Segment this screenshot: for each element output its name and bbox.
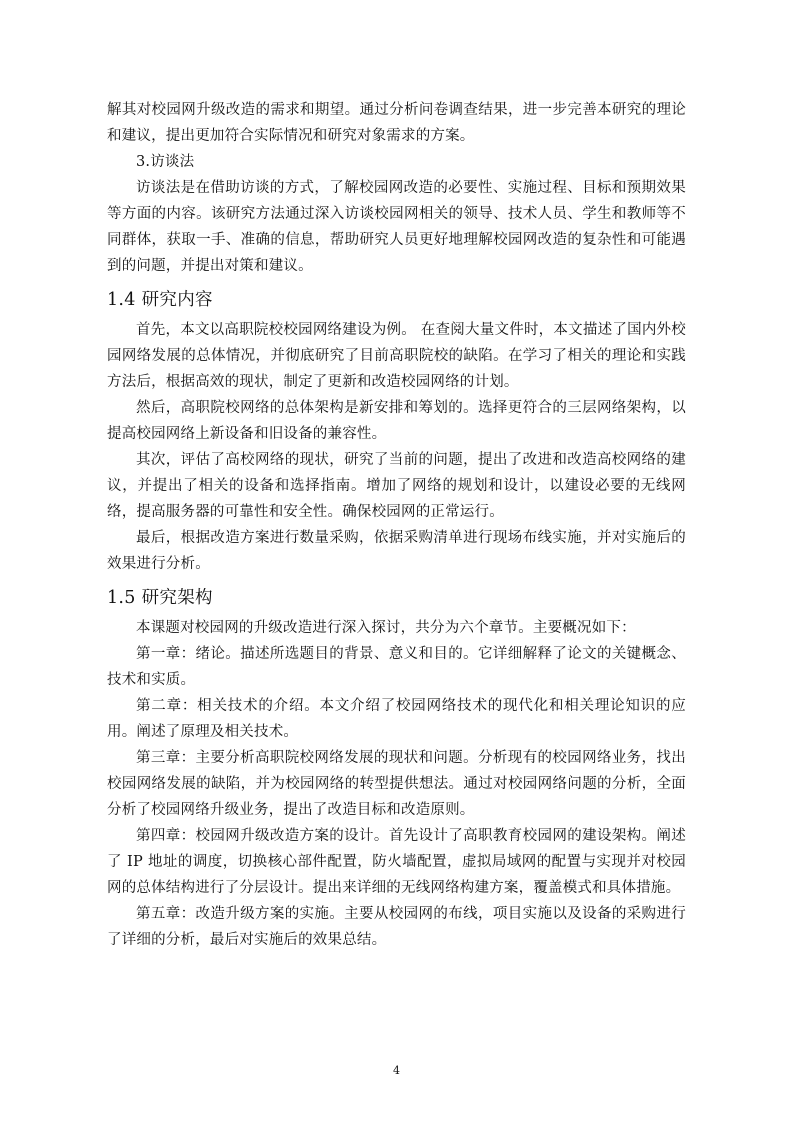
paragraph: 第三章：主要分析高职院校网络发展的现状和问题。分析现有的校园网络业务，找出校园网络发展的缺陷，并为校园网络的转型提供想法。通过对校园网络问题的分析，全面分析了校园网络升级业务，提出了改造目标和改造原则。 [107,750,686,818]
paragraph: 访谈法是在借助访谈的方式，了解校园网改造的必要性、实施过程、目标和预期效果等方面的内容。该研究方法通过深入访谈校园网相关的领导、技术人员、学生和教师等不同群体，获取一手、准确的信息，帮助研究人员更好地理解校园网改造的复杂性和可能遇到的问题，并提出对策和建议。 [107,180,686,274]
paragraph: 解其对校园网升级改造的需求和期望。通过分析问卷调查结果，进一步完善本研究的理论和建议，提出更加符合实际情况和研究对象需求的方案。 [107,102,686,144]
page-number: 4 [393,1064,400,1077]
paragraph: 第一章：绪论。描述所选题目的背景、意义和目的。它详细解释了论文的关键概念、技术和实质。 [107,646,686,688]
paragraph: 然后，高职院校网络的总体架构是新安排和筹划的。选择更符合的三层网络架构，以提高校园网络上新设备和旧设备的兼容性。 [107,400,686,442]
paragraph: 最后，根据改造方案进行数量采购，依据采购清单进行现场布线实施，并对实施后的效果进行分析。 [107,530,686,572]
paragraph: 其次，评估了高校网络的现状，研究了当前的问题，提出了改进和改造高校网络的建议，并提出了相关的设备和选择指南。增加了网络的规划和设计，以建设必要的无线网络，提高服务器的可靠性和安全性。确保校园网的正常运行。 [107,452,686,520]
paragraph: 本课题对校园网的升级改造进行深入探讨，共分为六个章节。主要概况如下： [136,620,636,636]
section-heading: 1.4 研究内容 [107,290,213,310]
paragraph: 首先，本文以高职院校校园网络建设为例。 在查阅大量文件时，本文描述了国内外校园网络发展的总体情况，并彻底研究了目前高职院校的缺陷。在学习了相关的理论和实践方法后，根据高效的现状，制定了更新和改造校园网络的计划。 [107,322,686,390]
paragraph: 第二章：相关技术的介绍。本文介绍了校园网络技术的现代化和相关理论知识的应用。阐述了原理及相关技术。 [107,698,686,740]
section-heading: 1.5 研究架构 [107,588,213,608]
paragraph: 第五章：改造升级方案的实施。主要从校园网的布线，项目实施以及设备的采购进行了详细的分析，最后对实施后的效果总结。 [107,906,686,948]
paragraph: 第四章：校园网升级改造方案的设计。首先设计了高职教育校园网的建设架构。阐述了 IP 地址的调度，切换核心部件配置，防火墙配置，虚拟局域网的配置与实现并对校园网的总体结构进行了分层设计。提出来详细的无线网络构建方案，覆盖模式和具体措施。 [107,828,686,896]
paragraph-label: 3.访谈法 [136,154,195,170]
page-body [107,97,686,953]
